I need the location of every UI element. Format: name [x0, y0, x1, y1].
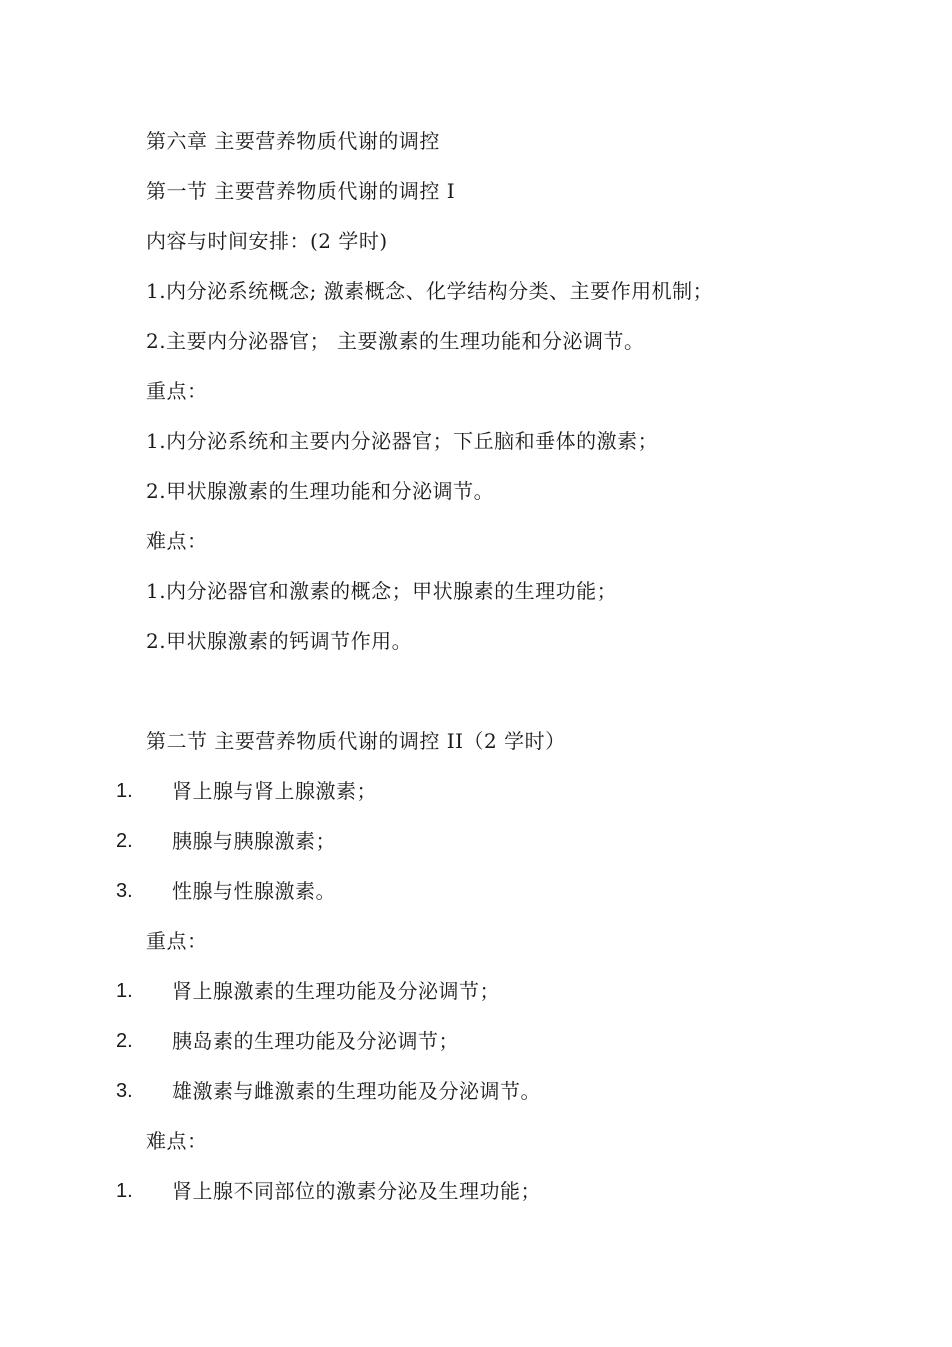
schedule-label: 内容与时间安排：(2 学时) — [146, 229, 388, 253]
difficulty-item: 2.甲状腺激素的钙调节作用。 — [146, 629, 413, 653]
list-number: 1. — [116, 780, 133, 802]
list-number: 3. — [116, 1080, 133, 1102]
key-points-label: 重点： — [146, 929, 208, 953]
list-number: 3. — [116, 880, 133, 902]
key-point-item: 肾上腺激素的生理功能及分泌调节； — [172, 979, 500, 1003]
list-number: 1. — [116, 980, 133, 1002]
list-number: 2. — [116, 1030, 133, 1052]
content-item: 肾上腺与肾上腺激素； — [172, 779, 377, 803]
content-item: 性腺与性腺激素。 — [172, 879, 336, 903]
key-points-label: 重点： — [146, 379, 208, 403]
key-point-item: 雄激素与雌激素的生理功能及分泌调节。 — [172, 1079, 541, 1103]
difficulty-item: 1.内分泌器官和激素的概念；甲状腺素的生理功能； — [146, 579, 618, 603]
difficulties-label: 难点： — [146, 1129, 208, 1153]
key-point-item: 胰岛素的生理功能及分泌调节； — [172, 1029, 459, 1053]
list-number: 1. — [116, 1180, 133, 1202]
key-point-item: 2.甲状腺激素的生理功能和分泌调节。 — [146, 479, 495, 503]
content-item: 1.内分泌系统概念; 激素概念、化学结构分类、主要作用机制； — [146, 279, 714, 303]
content-item: 胰腺与胰腺激素； — [172, 829, 336, 853]
list-number: 2. — [116, 830, 133, 852]
key-point-item: 1.内分泌系统和主要内分泌器官；下丘脑和垂体的激素； — [146, 429, 659, 453]
section-title-1: 第一节 主要营养物质代谢的调控 I — [146, 179, 456, 203]
section-title-2: 第二节 主要营养物质代谢的调控 II（2 学时） — [146, 729, 566, 753]
content-item: 2.主要内分泌器官； 主要激素的生理功能和分泌调节。 — [146, 329, 645, 353]
difficulty-item: 肾上腺不同部位的激素分泌及生理功能； — [172, 1179, 541, 1203]
difficulties-label: 难点： — [146, 529, 208, 553]
chapter-title: 第六章 主要营养物质代谢的调控 — [146, 129, 440, 153]
